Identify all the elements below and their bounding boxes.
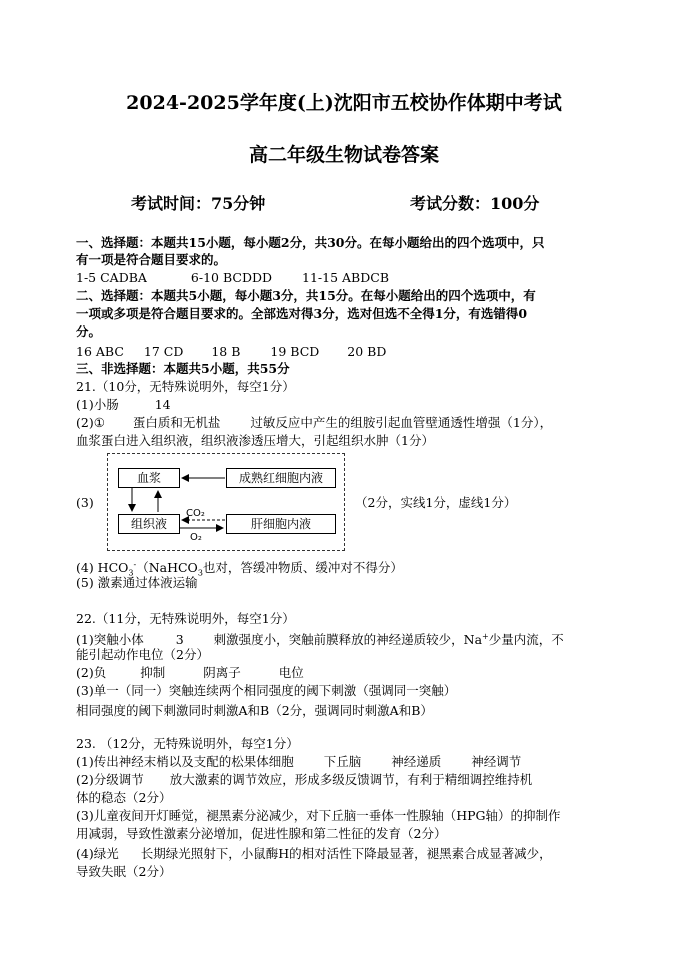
answer-20: 20 BD — [347, 344, 387, 359]
q23-header: 23. （12分，无特殊说明外，每空1分） — [76, 736, 299, 751]
q21-part4: (4) $HCO_3^-(NaHCO_3$也对，答缓冲物质、缓冲对不得分） — [76, 560, 403, 578]
exam-time: 考试时间：75分钟 — [131, 194, 266, 213]
exam-title: 2024-2025学年度(上)沈阳市五校协作体期中考试 — [126, 92, 562, 114]
q21-part2-cont: 血浆蛋白进入组织液，组织液渗透压增大，引起组织水肿（1分） — [76, 433, 434, 448]
section1-heading: 一、选择题：本题共15小题，每小题2分，共30分。在每小题给出的四个选项中，只 — [76, 235, 545, 250]
section2-heading-end: 分。 — [76, 324, 102, 339]
tissue-fluid-box: 组织液 — [118, 514, 180, 534]
q22-header: 22.（11分，无特殊说明外，每空1分） — [76, 611, 295, 626]
answer-19: 19 BCD — [270, 344, 320, 359]
q23-part3-cont: 用减弱，导致性激素分泌增加，促进性腺和第二性征的发育（2分） — [76, 826, 447, 841]
q23-part4-cont: 导致失眠（2分） — [76, 864, 172, 879]
q23-part2: (2)分级调节 放大激素的调节效应，形成多级反馈调节，有利于精细调控维持机 — [76, 772, 533, 787]
section2-heading: 二、选择题：本题共5小题，每小题3分，共15分。在每小题给出的四个选项中，有 — [76, 288, 536, 303]
section2-answers — [76, 343, 386, 361]
q21-part3-note: （2分，实线1分，虚线1分） — [355, 495, 517, 510]
o2-label: O₂ — [190, 532, 202, 543]
q21-part3-label: (3) — [76, 495, 94, 510]
answer-16: 16 ABC — [76, 344, 124, 359]
q22-part1: (1)突触小体 3 刺激强度小，突触前膜释放的神经递质较少，Na+少量内流，不 — [76, 632, 564, 648]
exam-subtitle: 高二年级生物试卷答案 — [248, 144, 439, 166]
liver-cell-fluid-box: 肝细胞内液 — [226, 514, 336, 534]
section2-heading-cont: 一项或多项是符合题目要求的。全部选对得3分，选对但选不全得1分，有选错得0 — [76, 306, 528, 321]
q23-part4: (4)绿光 长期绿光照射下，小鼠酶H的相对活性下降最显著，褪黑素合成显著减少， — [76, 846, 552, 861]
answer-17: 17 CD — [143, 344, 184, 359]
q21-part1: (1)小肠 14 — [76, 397, 171, 412]
q23-part2-cont: 体的稳态（2分） — [76, 790, 172, 805]
q21-part5: (5) 激素通过体液运输 — [76, 575, 198, 590]
diagram-arrows — [108, 454, 344, 550]
answer-1-5: 1-5 CADBA — [76, 270, 147, 285]
q22-part3: (3)单一（同一）突触连续两个相同强度的阈下刺激（强调同一突触） — [76, 683, 457, 698]
co2-label: CO₂ — [186, 508, 205, 519]
section1-heading-cont: 有一项是符合题目要求的。 — [76, 252, 227, 267]
fluid-exchange-diagram — [107, 453, 345, 551]
exam-score: 考试分数：100分 — [410, 194, 540, 213]
q21-part2: (2)① 蛋白质和无机盐 过敏反应中产生的组胺引起血管壁通透性增强（1分）， — [76, 415, 553, 430]
section3-heading: 三、非选择题：本题共5小题，共55分 — [76, 361, 290, 376]
answer-6-10: 6-10 BCDDD — [190, 270, 273, 285]
plasma-box: 血浆 — [118, 468, 180, 488]
q22-part1-cont: 能引起动作电位（2分） — [76, 647, 209, 662]
answer-11-15: 11-15 ABDCB — [302, 270, 390, 285]
rbc-fluid-box: 成熟红细胞内液 — [226, 468, 336, 488]
q23-part1: (1)传出神经末梢以及支配的松果体细胞 下丘脑 神经递质 神经调节 — [76, 754, 522, 769]
q23-part3: (3)儿童夜间开灯睡觉，褪黑素分泌减少，对下丘脑一垂体一性腺轴（HPG轴）的抑制作 — [76, 808, 561, 823]
q22-part2: (2)负 抑制 阴离子 电位 — [76, 665, 304, 680]
q22-part3-cont: 相同强度的阈下刺激同时刺激A和B（2分，强调同时刺激A和B） — [76, 703, 433, 718]
section1-answers — [76, 269, 389, 287]
q21-header: 21.（10分，无特殊说明外，每空1分） — [76, 379, 295, 394]
answer-18: 18 B — [211, 344, 241, 359]
